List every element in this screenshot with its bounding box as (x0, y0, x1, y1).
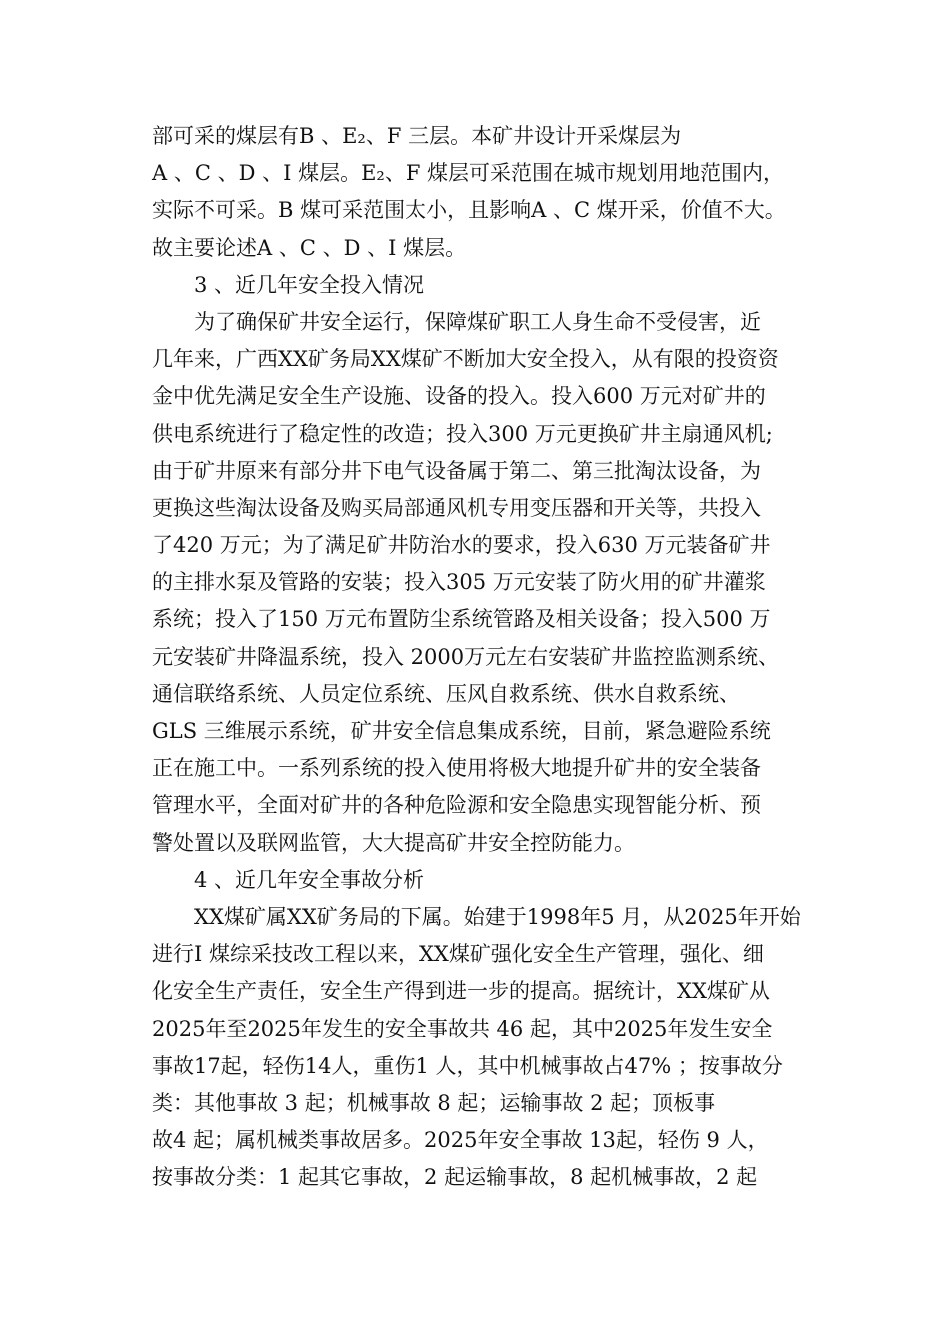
body-line: 警处置以及联网监管，大大提高矿井安全控防能力。 (152, 830, 635, 855)
body-line: 金中优先满足安全生产设施、设备的投入。投入600 万元对矿井的 (152, 384, 766, 409)
body-line: 的主排水泵及管路的安装；投入305 万元安装了防火用的矿井灌浆 (152, 570, 766, 595)
body-line: 2025年至2025年发生的安全事故共 46 起，其中2025年发生安全 (152, 1016, 773, 1041)
body-line: 通信联络系统、人员定位系统、压风自救系统、供水自救系统、 (152, 681, 740, 706)
body-line: 类：其他事故 3 起；机械事故 8 起；运输事故 2 起；顶板事 (152, 1090, 716, 1115)
body-line: 故4 起；属机械类事故居多。2025年安全事故 13起，轻伤 9 人， (152, 1128, 769, 1153)
body-line: 进行I 煤综采技改工程以来，XX煤矿强化安全生产管理，强化、细 (152, 942, 764, 967)
body-line: 更换这些淘汰设备及购买局部通风机专用变压器和开关等，共投入 (152, 495, 761, 520)
body-line: 正在施工中。一系列系统的投入使用将极大地提升矿井的安全装备 (152, 756, 761, 781)
body-line: 部可采的煤层有B 、E₂、F 三层。本矿井设计开采煤层为 (152, 124, 682, 148)
body-line: 管理水平，全面对矿井的各种危险源和安全隐患实现智能分析、预 (152, 793, 761, 818)
section-heading-4: 4 、近几年安全事故分析 (194, 867, 425, 892)
body-line: A 、C 、D 、I 煤层。E₂、F 煤层可采范围在城市规划用地范围内， (152, 161, 785, 186)
body-line: XX煤矿属XX矿务局的下属。始建于1998年5 月，从2025年开始 (194, 904, 801, 929)
body-line: 化安全生产责任，安全生产得到进一步的提高。据统计，XX煤矿从 (152, 979, 770, 1004)
body-line: 事故17起，轻伤14人，重伤1 人，其中机械事故占47% ；按事故分 (152, 1053, 783, 1078)
body-line: 元安装矿井降温系统，投入 2000万元左右安装矿井监控监测系统、 (152, 644, 780, 669)
body-line: 故主要论述A 、C 、D 、I 煤层。 (152, 235, 467, 260)
body-line: 几年来，广西XX矿务局XX煤矿不断加大安全投入，从有限的投资资 (152, 347, 779, 372)
body-line: 为了确保矿井安全运行，保障煤矿职工人身生命不受侵害，近 (194, 309, 761, 334)
body-line: 了420 万元；为了满足矿井防治水的要求，投入630 万元装备矿井 (152, 533, 771, 558)
section-heading-3: 3 、近几年安全投入情况 (194, 272, 425, 297)
document-body (152, 118, 812, 1196)
body-line: 按事故分类：1 起其它事故，2 起运输事故，8 起机械事故，2 起 (152, 1165, 758, 1190)
body-line: 供电系统进行了稳定性的改造；投入300 万元更换矿井主扇通风机; (152, 421, 773, 446)
body-line: 由于矿井原来有部分井下电气设备属于第二、第三批淘汰设备，为 (152, 458, 761, 483)
body-line: 系统；投入了150 万元布置防尘系统管路及相关设备；投入500 万 (152, 607, 771, 632)
body-line: 实际不可采。B 煤可采范围太小，且影响A 、C 煤开采，价值不大。 (152, 198, 786, 223)
body-line: GLS 三维展示系统，矿井安全信息集成系统，目前，紧急避险系统 (152, 719, 771, 743)
